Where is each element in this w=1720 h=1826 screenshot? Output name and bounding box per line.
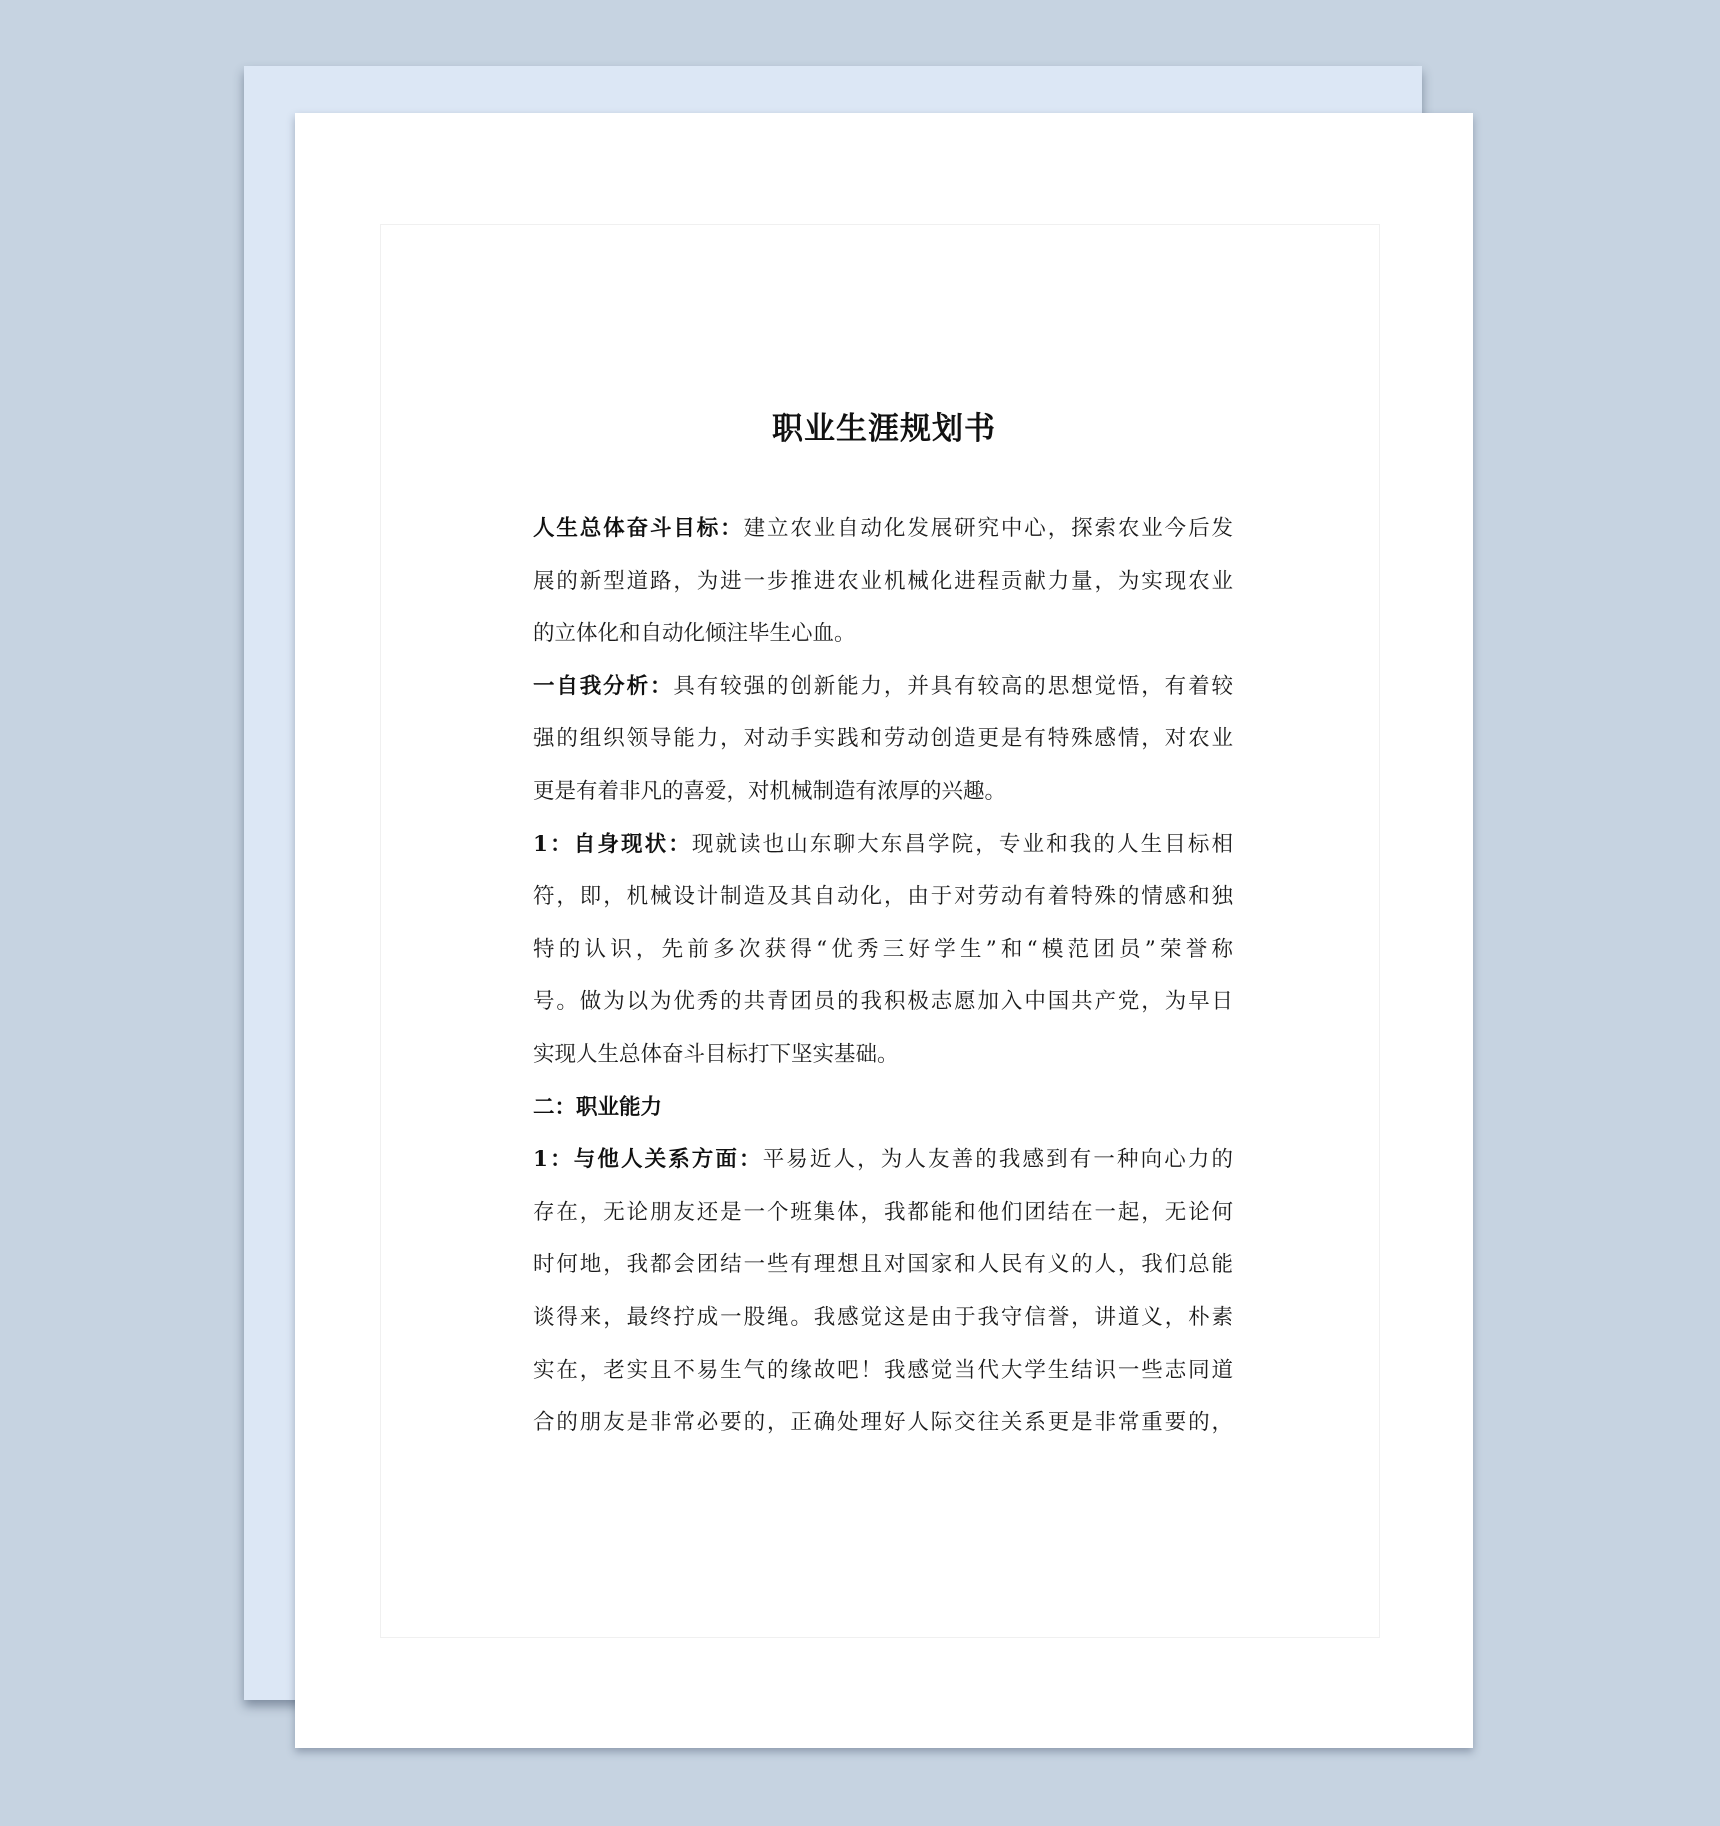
body-text: 强的组织领导能力，对动手实践和劳动创造更是有特殊感情，对农业	[533, 726, 1233, 752]
text-line	[533, 608, 1233, 661]
body-text: 具有较强的创新能力，并具有较高的思想觉悟，有着较	[673, 673, 1233, 699]
body-text: 号。做为以为优秀的共青团员的我积极志愿加入中国共产党，为早日	[533, 989, 1233, 1015]
body-text: 实现人生总体奋斗目标打下坚实基础。	[533, 1041, 899, 1067]
body-text: 时何地，我都会团结一些有理想且对国家和人民有义的人，我们总能	[533, 1252, 1233, 1278]
body-text: 合的朋友是非常必要的，正确处理好人际交往关系更是非常重要的，	[533, 1410, 1233, 1436]
text-line	[533, 713, 1233, 766]
document-title: 职业生涯规划书	[772, 411, 996, 447]
section-heading: 人生总体奋斗目标：	[533, 516, 744, 541]
section-heading: 二：职业能力	[533, 1094, 663, 1120]
text-line	[533, 556, 1233, 609]
body-text: 平易近人，为人友善的我感到有一种向心力的	[762, 1147, 1233, 1173]
section-heading: 一自我分析：	[533, 673, 674, 699]
text-line	[533, 1292, 1233, 1345]
body-text: 更是有着非凡的喜爱，对机械制造有浓厚的兴趣。	[533, 778, 1007, 804]
text-line	[533, 1029, 1233, 1082]
body-text: 符，即，机械设计制造及其自动化，由于对劳动有着特殊的情感和独	[533, 884, 1233, 910]
body-text: 现就读也山东聊大东昌学院，专业和我的人生目标相	[691, 831, 1233, 857]
text-line	[533, 1187, 1233, 1240]
body-text: 特的认识，先前多次获得“优秀三好学生”和“模范团员”荣誉称	[533, 936, 1233, 962]
section-heading: 1：与他人关系方面：	[533, 1147, 763, 1173]
body-text: 建立农业自动化发展研究中心，探索农业今后发	[743, 516, 1233, 541]
body-text: 的立体化和自动化倾注毕生心血。	[533, 621, 856, 647]
text-line	[533, 819, 1233, 872]
text-line	[533, 1082, 1233, 1135]
body-text: 谈得来，最终拧成一股绳。我感觉这是由于我守信誉，讲道义，朴素	[533, 1304, 1233, 1330]
text-line	[533, 1239, 1233, 1292]
body-text: 实在，老实且不易生气的缘故吧！我感觉当代大学生结识一些志同道	[533, 1357, 1233, 1383]
text-line	[533, 1397, 1233, 1450]
text-line	[533, 503, 1233, 556]
text-line	[533, 661, 1233, 714]
text-line	[533, 924, 1233, 977]
text-line	[533, 871, 1233, 924]
text-line	[533, 1134, 1233, 1187]
text-line	[533, 976, 1233, 1029]
body-text: 存在，无论朋友还是一个班集体，我都能和他们团结在一起，无论何	[533, 1199, 1233, 1225]
body-text: 展的新型道路，为进一步推进农业机械化进程贡献力量，为实现农业	[533, 568, 1233, 594]
section-heading: 1：自身现状：	[533, 831, 692, 857]
text-line	[533, 766, 1233, 819]
document-body	[533, 503, 1233, 1450]
text-line	[533, 1345, 1233, 1398]
document-page	[295, 113, 1473, 1748]
